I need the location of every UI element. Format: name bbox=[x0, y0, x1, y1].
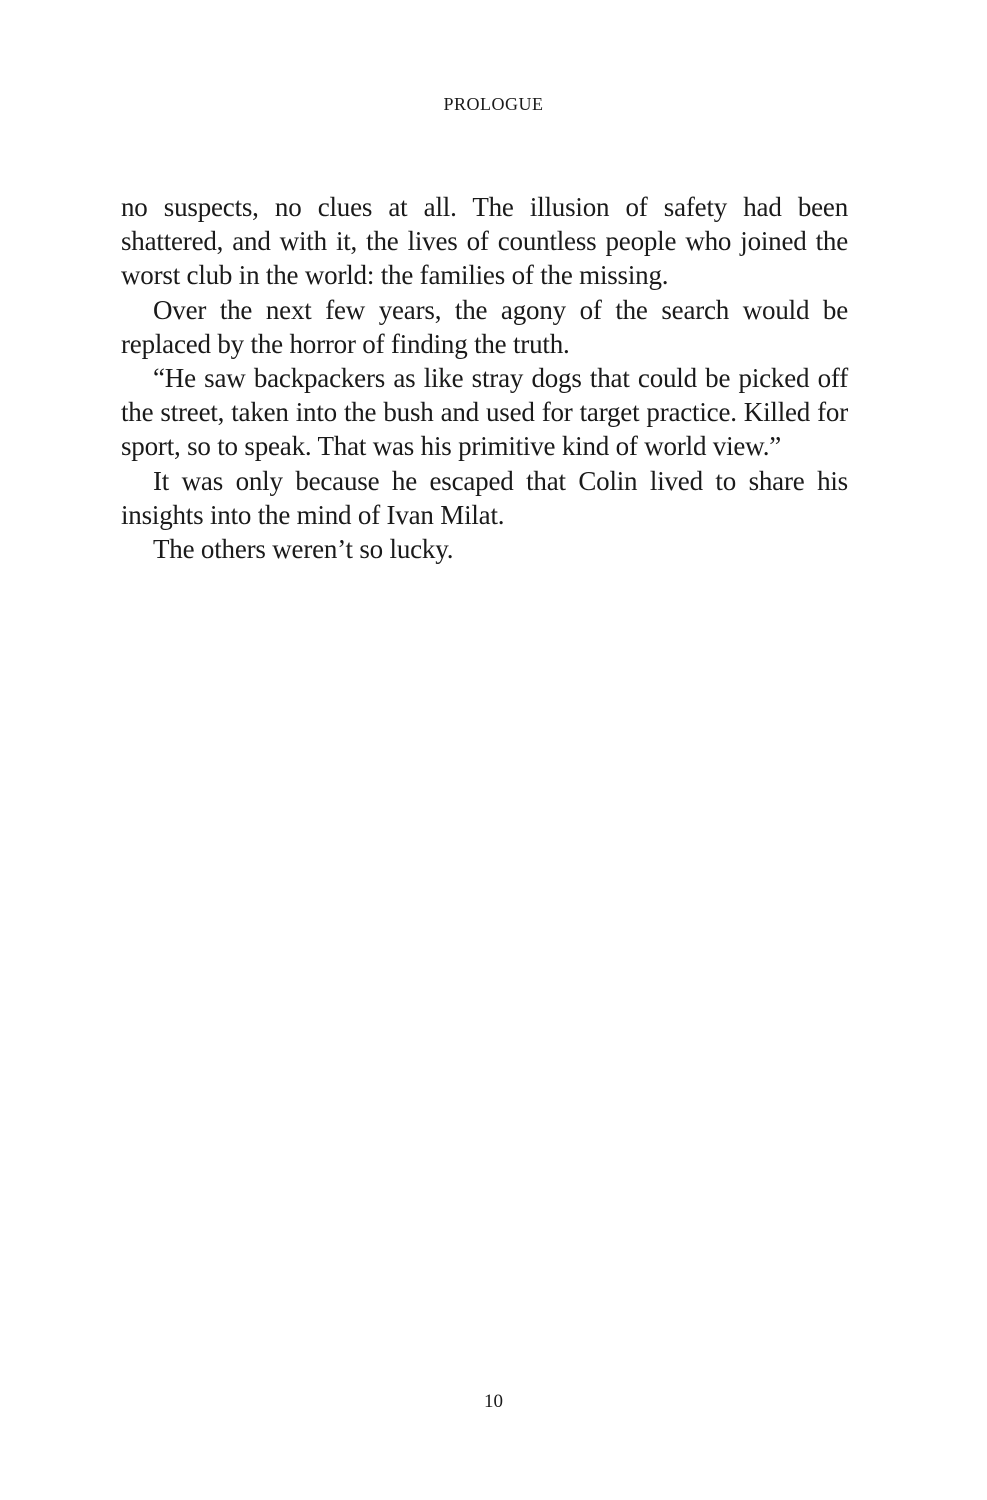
paragraph: The others weren’t so lucky. bbox=[153, 534, 454, 565]
paragraph: It was only because he escaped that Colin lived to share his insights into the mind of Ivan Milat. bbox=[121, 465, 848, 530]
paragraph: no suspects, no clues at all. The illusion of safety had been shattered, and with it, the lives of countless people who joined the worst club in the world: the families of the missing. bbox=[121, 192, 848, 291]
page-number: 10 bbox=[484, 1391, 503, 1412]
paragraph: “He saw backpackers as like stray dogs that could be picked off the street, taken into the bush and used for target practice. Killed for sport, so to speak. That was his primitive kind of world view.” bbox=[121, 363, 848, 462]
paragraph: Over the next few years, the agony of the search would be replaced by the horror of finding the truth. bbox=[121, 294, 848, 359]
running-head: PROLOGUE bbox=[443, 94, 544, 114]
body-text bbox=[121, 190, 848, 566]
